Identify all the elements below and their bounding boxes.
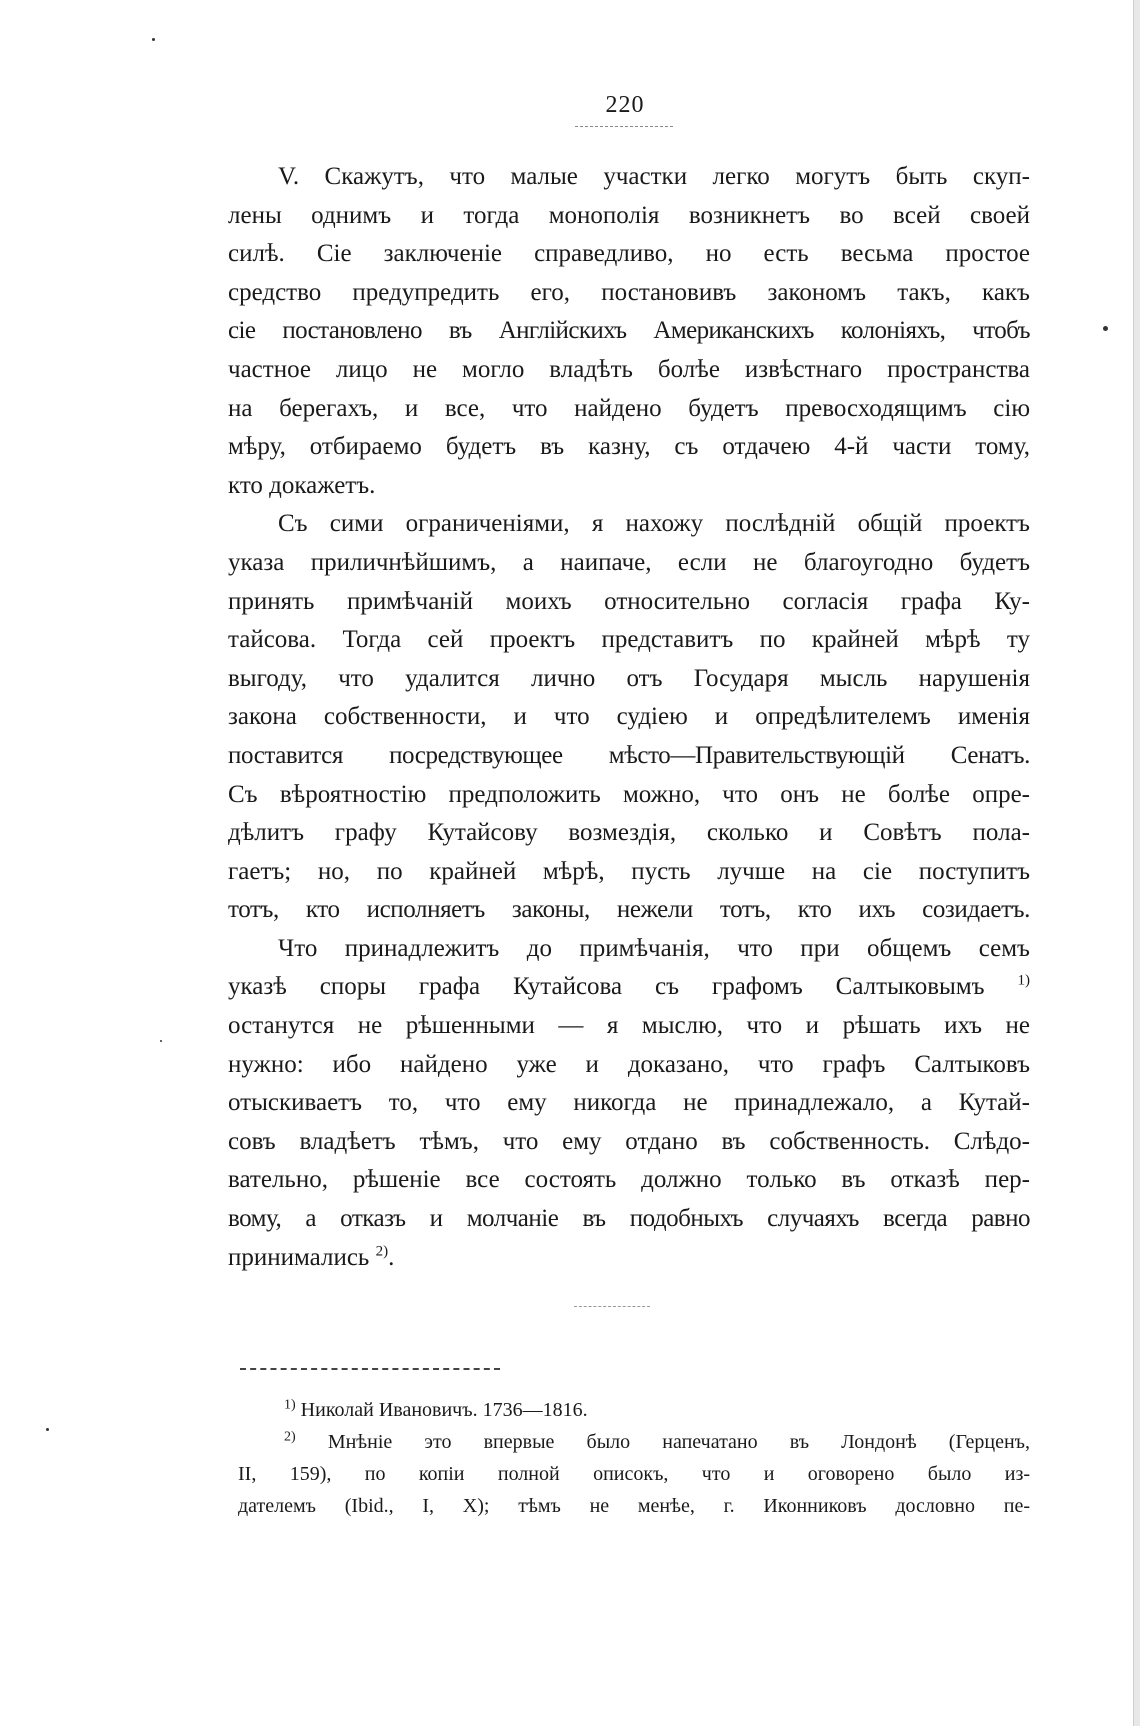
footnote-separator (240, 1368, 500, 1370)
text-line: силѣ. Сіе заключеніе справедливо, но есть весьма простое (228, 240, 1030, 268)
text-line: кто докажетъ. (228, 471, 376, 499)
text-line: принять примѣчаній моихъ относительно согласія графа Ку- (228, 587, 1030, 615)
text-line: Съ сими ограниченіями, я нахожу послѣдній общій проектъ (278, 510, 1030, 538)
text-line: останутся не рѣшенными — я мыслю, что и рѣшать ихъ не (228, 1012, 1030, 1040)
paragraph-3 (228, 930, 1030, 1277)
footnotes (238, 1394, 1030, 1522)
end-punctuation: . (388, 1243, 395, 1271)
scan-speck (1103, 326, 1108, 331)
main-text (228, 158, 1030, 1277)
text-line (228, 1239, 1030, 1278)
text-line: совъ владѣетъ тѣмъ, что ему отдано въ собственность. Слѣдо- (228, 1127, 1030, 1155)
text-line: тайсова. Тогда сей проектъ представитъ по крайней мѣрѣ ту (228, 626, 1030, 654)
page-number-rule (575, 126, 673, 127)
text-line: тотъ, кто исполняетъ законы, нежели тотъ, кто ихъ созидаетъ. (228, 896, 1030, 924)
text-line: средство предупредить его, постановивъ закономъ такъ, какъ (228, 278, 1030, 306)
footnote-1 (238, 1394, 1030, 1426)
paragraph-2 (228, 505, 1030, 930)
footnote-2-text: Мнѣніе это впервые было напечатано въ Лондонѣ (Герценъ, (327, 1431, 1031, 1453)
text-line-content: указѣ споры графа Кутайсова съ графомъ Салтыковымъ (228, 973, 985, 1001)
text-line (228, 968, 1030, 1007)
text-line: вому, а отказъ и молчаніе въ подобныхъ случаяхъ всегда равно (228, 1205, 1030, 1233)
text-line: на берегахъ, и все, что найдено будетъ превосходящимъ сію (228, 394, 1030, 422)
text-line: лены однимъ и тогда монополія возникнетъ во всей своей (228, 201, 1030, 229)
text-line: Что принадлежитъ до примѣчанія, что при общемъ семъ (278, 934, 1030, 962)
footnote-ref-1: 1) (1017, 973, 1030, 990)
text-line: гаетъ; но, по крайней мѣрѣ, пусть лучше на сіе поступитъ (228, 857, 1030, 885)
text-line: мѣру, отбираемо будетъ въ казну, съ отдачею 4-й части тому, (228, 433, 1030, 461)
page-number: 220 (605, 92, 645, 118)
section-dots (574, 1306, 650, 1307)
text-line: вательно, рѣшеніе все состоять должно только въ отказѣ пер- (228, 1166, 1030, 1194)
text-line: отыскиваетъ то, что ему никогда не принадлежало, а Кутай- (228, 1089, 1030, 1117)
text-line: поставится посредствующее мѣсто—Правительствующій Сенатъ. (228, 741, 1030, 769)
text-line: Съ вѣроятностію предположить можно, что онъ не болѣе опре- (228, 780, 1030, 808)
text-line-content: принимались (228, 1243, 370, 1271)
text-line: V. Скажутъ, что малые участки легко могутъ быть скуп- (278, 163, 1030, 190)
footnote-2-line: II, 159), по копіи полной описокъ, что и оговорено было из- (238, 1463, 1030, 1485)
scan-speck (46, 1428, 49, 1431)
footnote-2-line: дателемъ (Ibid., I, X); тѣмъ не менѣе, г. Иконниковъ дословно пе- (238, 1495, 1030, 1517)
footnote-2-line (238, 1426, 1030, 1458)
scan-speck (160, 1040, 162, 1042)
text-line: закона собственности, и что судіею и опредѣлителемъ именія (228, 703, 1030, 731)
paragraph-1 (228, 158, 1030, 505)
text-line: частное лицо не могло владѣть болѣе извѣстнаго пространства (228, 355, 1030, 383)
footnote-ref-2: 2) (375, 1243, 389, 1260)
footnote-2-number: 2) (284, 1429, 296, 1445)
footnote-1-number: 1) (284, 1397, 296, 1413)
text-line: сіе постановлено въ Англійскихъ Американскихъ колоніяхъ, чтобъ (228, 317, 1030, 345)
footnote-1-text: Николай Ивановичъ. 1736—1816. (300, 1399, 588, 1421)
text-line: указа приличнѣйшимъ, а наипаче, если не благоугодно будетъ (228, 548, 1030, 576)
page-edge-shadow (1133, 0, 1140, 1726)
text-line: нужно: ибо найдено уже и доказано, что графъ Салтыковъ (228, 1050, 1030, 1078)
text-line: дѣлитъ графу Кутайсову возмездія, сколько и Совѣтъ пола- (228, 819, 1030, 847)
scan-speck (152, 38, 155, 41)
text-line: выгоду, что удалится лично отъ Государя мысль нарушенія (228, 664, 1030, 692)
